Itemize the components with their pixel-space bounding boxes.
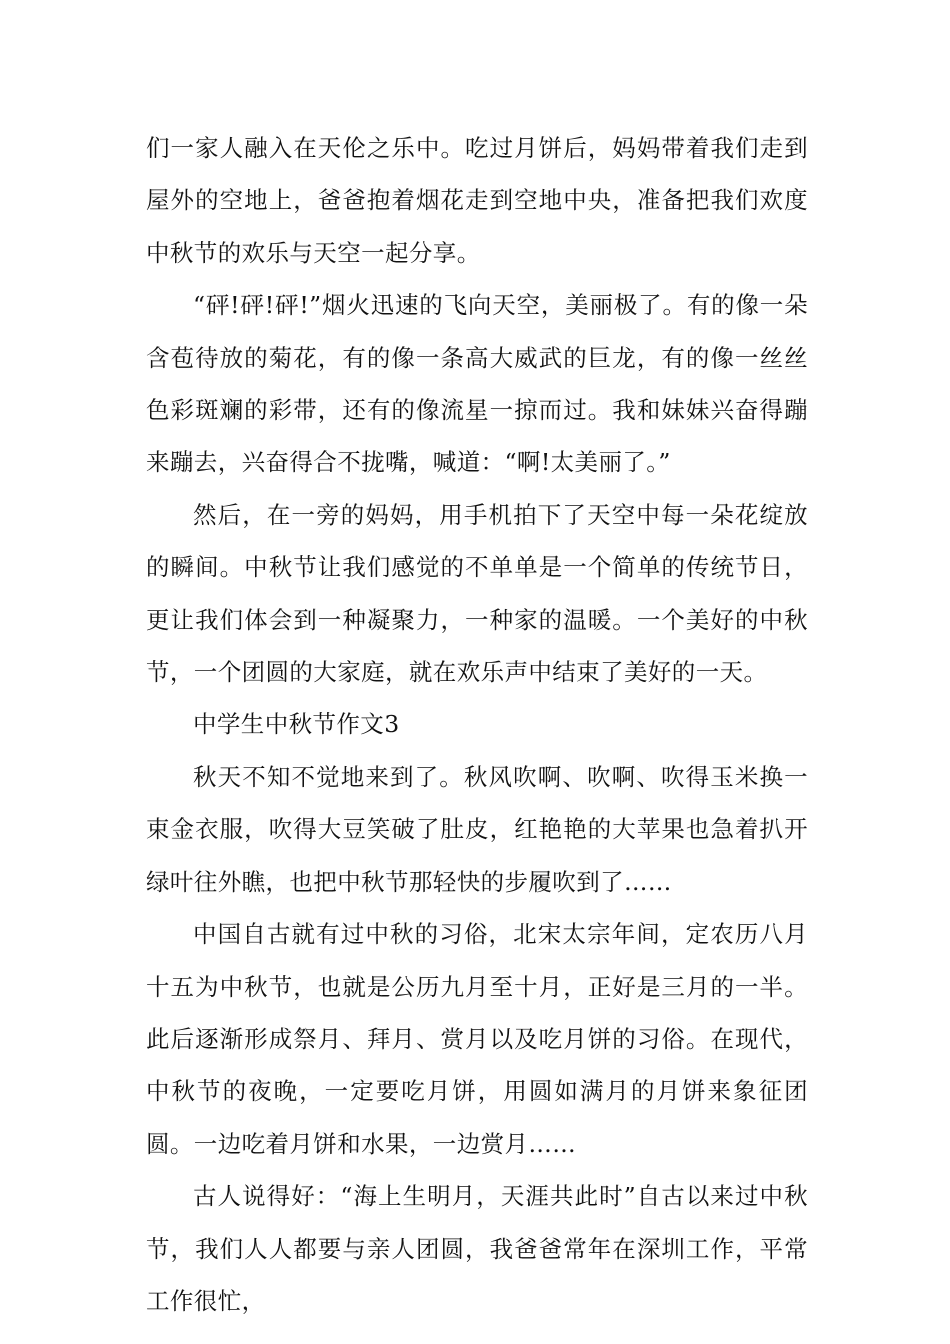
body-text <box>146 122 808 1327</box>
paragraph-photo: 然后，在一旁的妈妈，用手机拍下了天空中每一朵花绽放的瞬间。中秋节让我们感觉的不单单是一个简单的传统节日，更让我们体会到一种凝聚力，一种家的温暖。一个美好的中秋节，一个团圆的大家庭，就在欢乐声中结束了美好的一天。 <box>146 500 808 687</box>
essay-heading: 中学生中秋节作文3 <box>193 710 400 739</box>
paragraph-history: 中国自古就有过中秋的习俗，北宋太宗年间，定农历八月十五为中秋节，也就是公历九月至十月，正好是三月的一半。此后逐渐形成祭月、拜月、赏月以及吃月饼的习俗。在现代，中秋节的夜晚，一定要吃月饼，用圆如满月的月饼来象征团圆。一边吃着月饼和水果，一边赏月…… <box>146 920 808 1158</box>
paragraph-autumn: 秋天不知不觉地来到了。秋风吹啊、吹啊、吹得玉米换一束金衣服，吹得大豆笑破了肚皮，红艳艳的大苹果也急着扒开绿叶往外瞧，也把中秋节那轻快的步履吹到了…… <box>146 762 808 896</box>
paragraph-ancients: 古人说得好：“海上生明月，天涯共此时”自古以来过中秋节，我们人人都要与亲人团圆，我爸爸常年在深圳工作，平常工作很忙， <box>146 1182 808 1315</box>
paragraph-continuation: 们一家人融入在天伦之乐中。吃过月饼后，妈妈带着我们走到屋外的空地上，爸爸抱着烟花走到空地中央，准备把我们欢度中秋节的欢乐与天空一起分享。 <box>146 134 808 267</box>
paragraph-fireworks: “砰!砰!砰!”烟火迅速的飞向天空，美丽极了。有的像一朵含苞待放的菊花，有的像一条高大威武的巨龙，有的像一丝丝色彩斑斓的彩带，还有的像流星一掠而过。我和妹妹兴奋得蹦来蹦去，兴奋得合不拢嘴，喊道：“啊!太美丽了。” <box>146 291 808 477</box>
